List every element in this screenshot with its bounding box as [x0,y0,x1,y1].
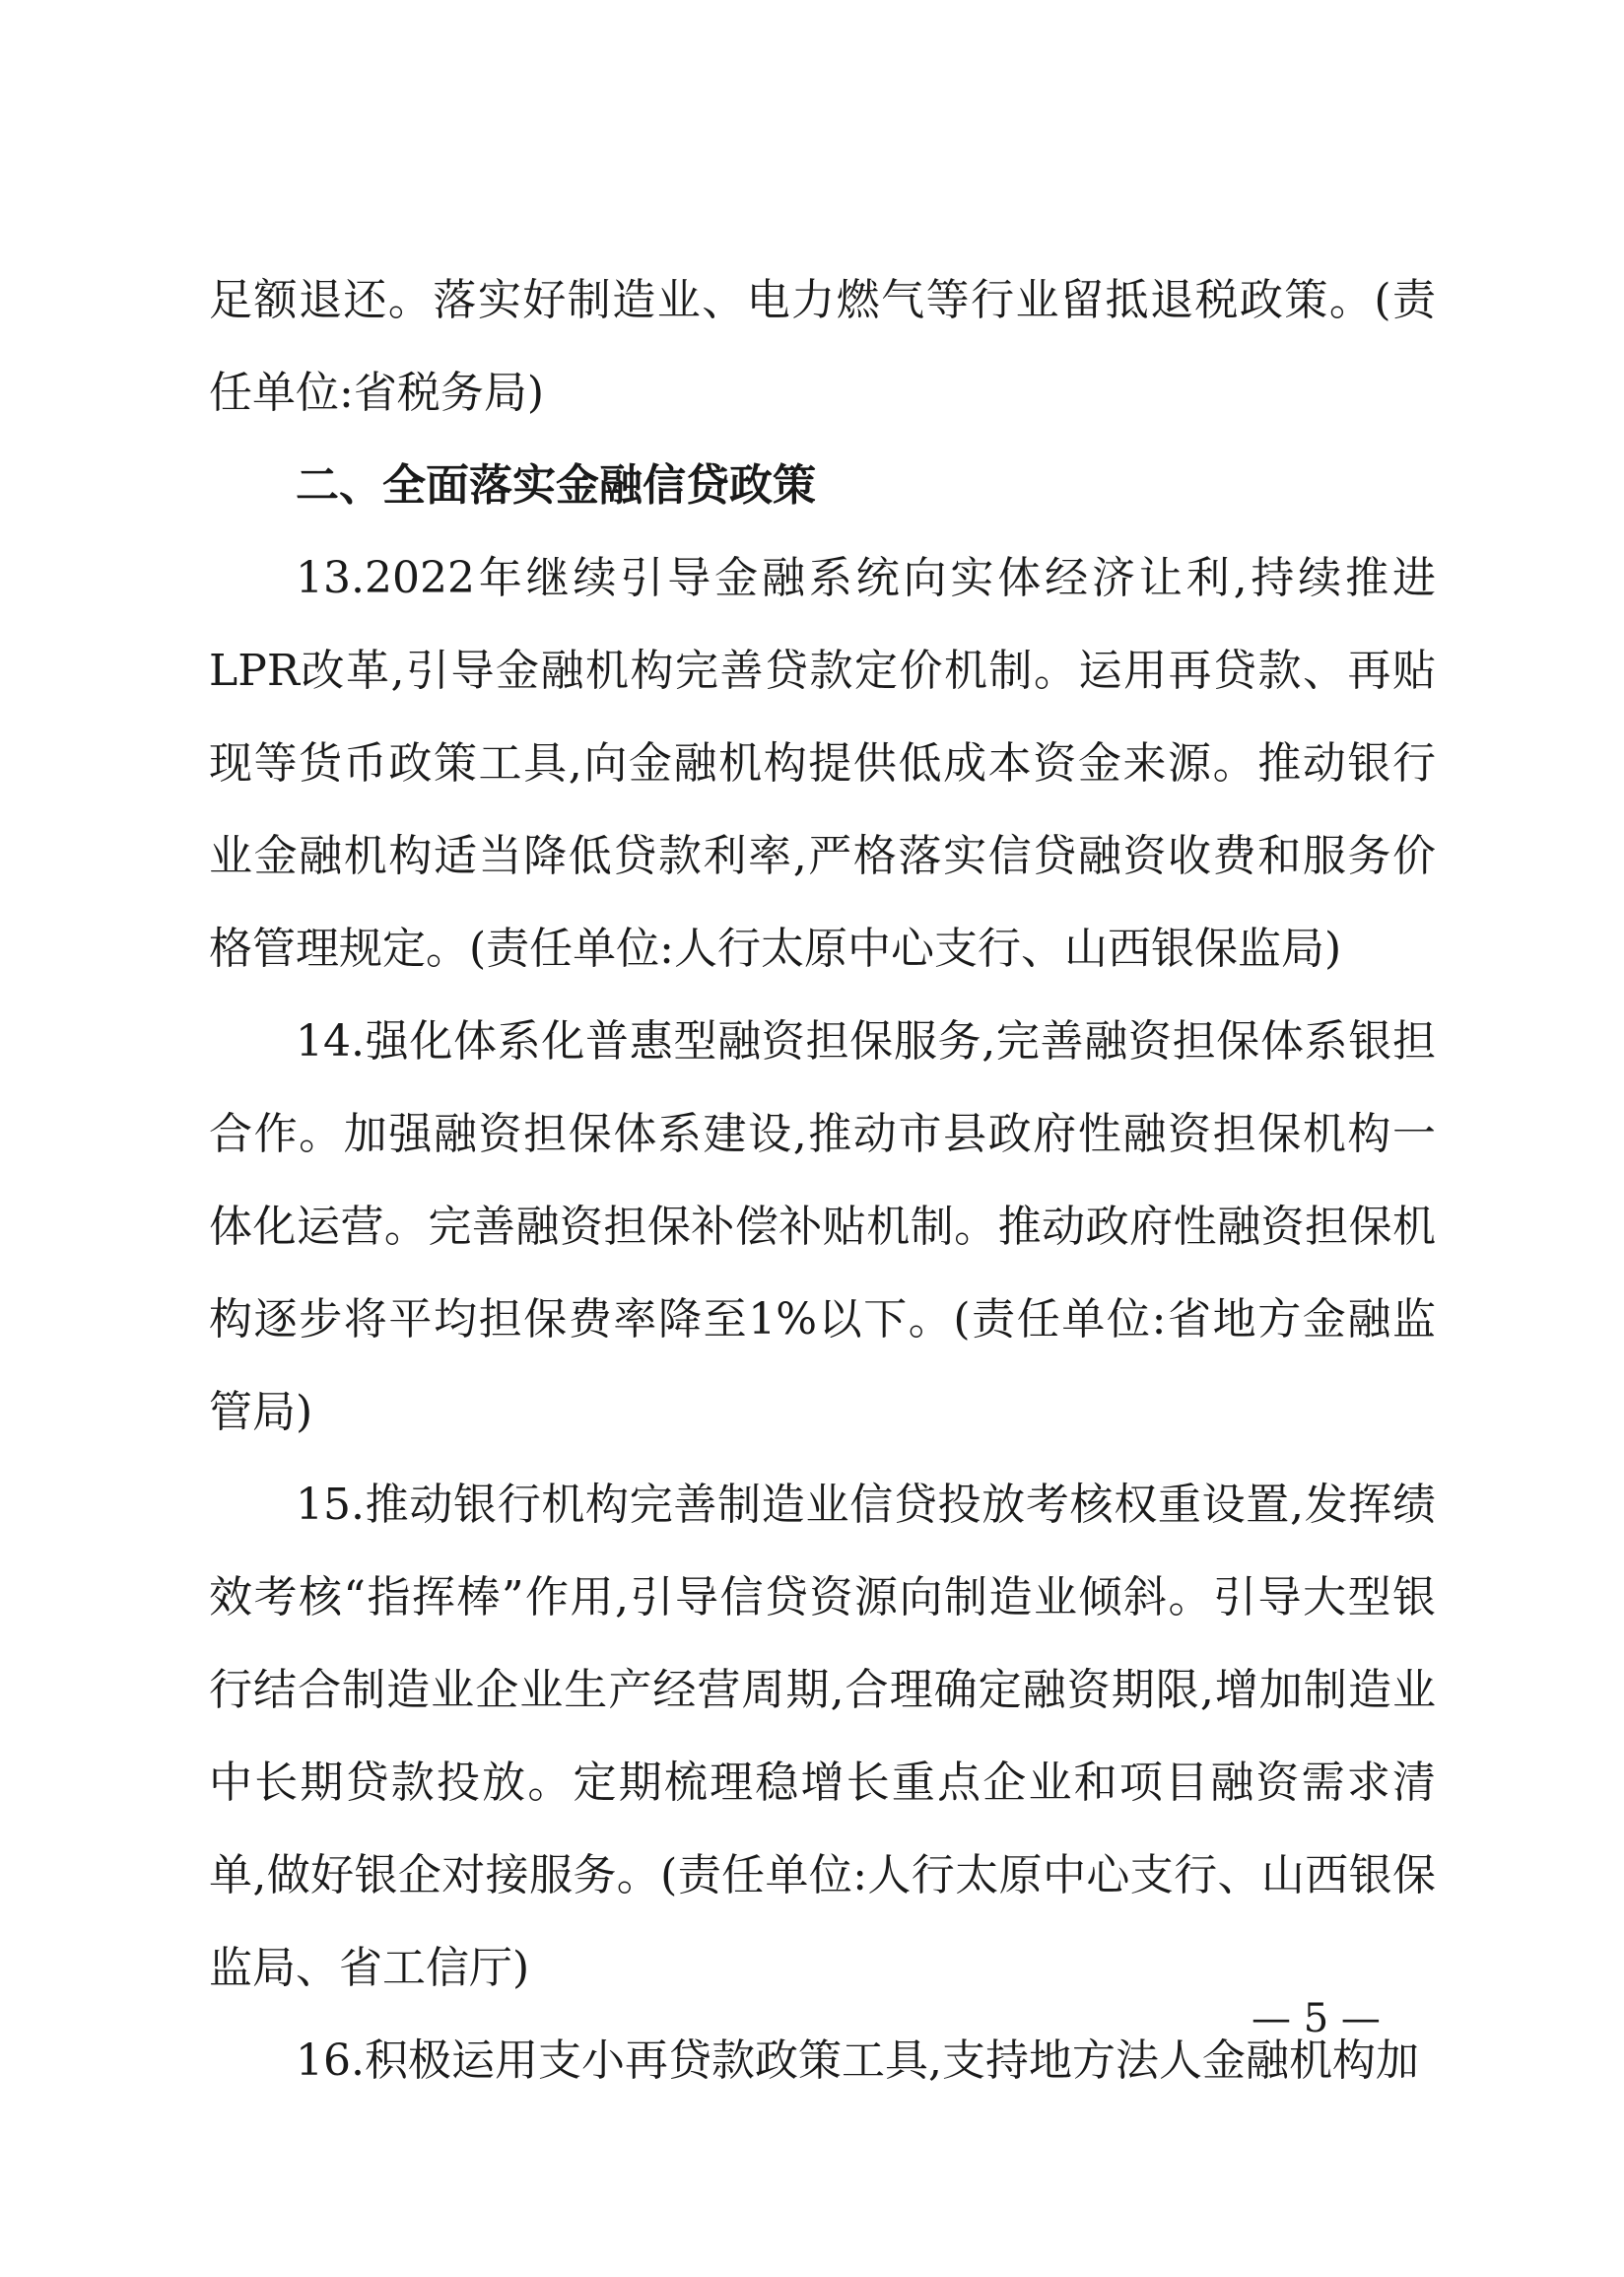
paragraph-item-16: 16.积极运用支小再贷款政策工具,支持地方法人金融机构加 [296,2036,1419,2086]
paragraph-item-14: 14.强化体系化普惠型融资担保服务,完善融资担保体系银担合作。加强融资担保体系建设,推动市县政府性融资担保机构一体化运营。完善融资担保补偿补贴机制。推动政府性融资担保机构逐步将平均担保费率降至1%以下。(责任单位:省地方金融监管局) [209,1016,1436,1437]
section-heading: 二、全面落实金融信贷政策 [296,460,816,511]
paragraph-item-15: 15.推动银行机构完善制造业信贷投放考核权重设置,发挥绩效考核“指挥棒”作用,引导信贷资源向制造业倾斜。引导大型银行结合制造业企业生产经营周期,合理确定融资期限,增加制造业中长期贷款投放。定期梳理稳增长重点企业和项目融资需求清单,做好银企对接服务。(责任单位:人行太原中心支行、山西银保监局、省工信厅) [209,1480,1436,1993]
page-number: — 5 — [1252,1996,1381,2041]
paragraph-continuation: 足额退还。落实好制造业、电力燃气等行业留抵退税政策。(责任单位:省税务局) [209,275,1436,418]
paragraph-item-13: 13.2022年继续引导金融系统向实体经济让利,持续推进LPR改革,引导金融机构完善贷款定价机制。运用再贷款、再贴现等货币政策工具,向金融机构提供低成本资金来源。推动银行业金融机构适当降低贷款利率,严格落实信贷融资收费和服务价格管理规定。(责任单位:人行太原中心支行、山西银保监局) [209,553,1436,974]
document-body [209,254,1436,2107]
